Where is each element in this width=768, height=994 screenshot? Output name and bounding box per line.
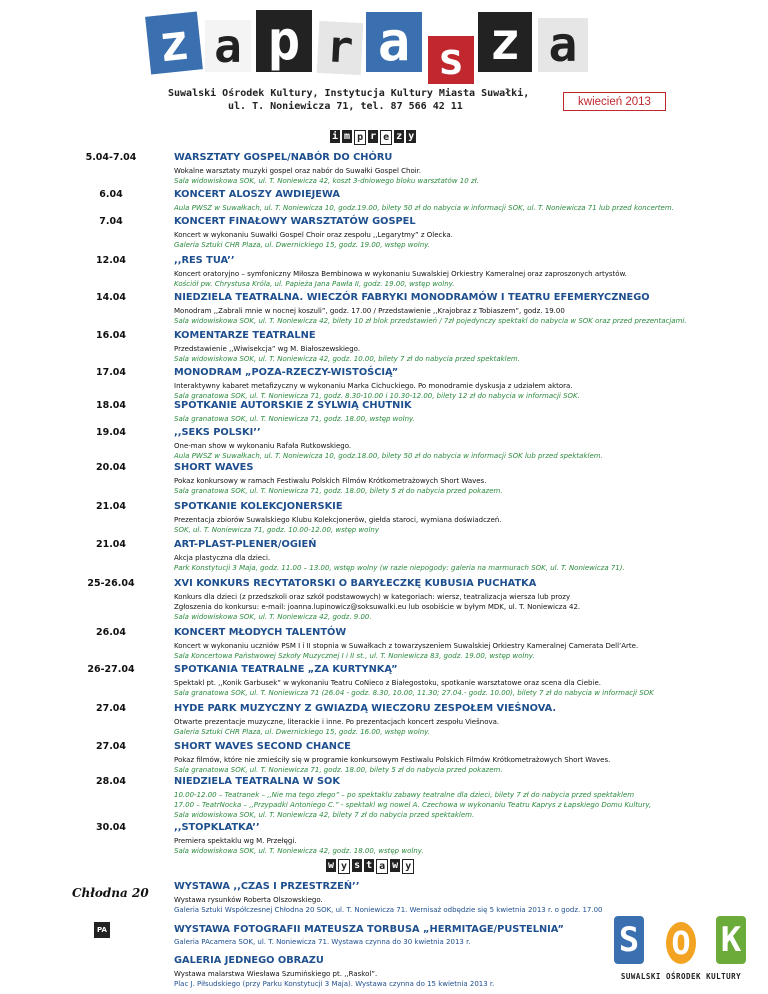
banner-letter: y: [338, 859, 350, 874]
exhibition-description: Wystawa malarstwa Wiesława Szumińskiego pt. ,,Raskol”.: [174, 970, 378, 978]
event-location: Kościół pw. Chrystusa Króla, ul. Papieża Jana Pawła II, godz. 19.00, wstęp wolny.: [174, 280, 455, 288]
exhibition-location: Plac J. Piłsudskiego (przy Parku Konstytucji 3 Maja). Wystawa czynna do 15 kwietnia 2013 r.: [174, 980, 495, 988]
event-title: ART-PLAST-PLENER/OGIEŃ: [174, 539, 317, 550]
pacamera-logo: [94, 922, 110, 938]
event-date: 27.04: [95, 741, 127, 752]
event-location: Sala granatowa SOK, ul. T. Noniewicza 71, godz. 8.30-10.00 i 10.30-12.00, bilety 12 zł do nabycia w informacji SOK.: [174, 392, 580, 400]
banner-letter: t: [366, 860, 373, 871]
event-title: SPOTKANIE AUTORSKIE Z SYLWIĄ CHUTNIK: [174, 400, 412, 411]
event-date: 16.04: [95, 330, 127, 341]
address-line-1: Suwalski Ośrodek Kultury, Instytucja Kultury Miasta Suwałki,: [168, 88, 530, 99]
banner-letter: i: [332, 131, 339, 142]
banner-letter: e: [380, 130, 392, 145]
event-description: Wokalne warsztaty muzyki gospel oraz nabór do Suwałki Gospel Choir.: [174, 167, 422, 175]
event-location: Sala widowiskowa SOK, ul. T. Noniewicza 42, godz. 18.00, wstęp wolny.: [174, 847, 424, 855]
event-description: Akcja plastyczna dla dzieci.: [174, 554, 271, 562]
title-letter-a3: a: [538, 18, 588, 72]
section-banner-events: [330, 130, 416, 145]
event-description: Konkurs dla dzieci (z przedszkoli oraz szkół podstawowych) w kategoriach: wiersz, teatralizacja wiersza lub prozy: [174, 593, 571, 601]
event-description: Koncert w wykonaniu Suwałki Gospel Choir oraz zespołu ,,Legarytmy” z Olecka.: [174, 231, 453, 239]
event-date: 30.04: [95, 822, 127, 833]
event-location: Sala Koncertowa Państwowej Szkoły Muzycznej I i II st., ul. T. Noniewicza 83, godz. 19.00, wstęp wolny.: [174, 652, 535, 660]
event-title: KOMENTARZE TEATRALNE: [174, 330, 316, 341]
event-title: KONCERT FINAŁOWY WARSZTATÓW GOSPEL: [174, 216, 416, 227]
event-date: 19.04: [95, 427, 127, 438]
event-description: Otwarte prezentacje muzyczne, literackie i inne. Po prezentacjach koncert zespołu Viešnova.: [174, 718, 500, 726]
event-title: SPOTKANIE KOLEKCJONERSKIE: [174, 501, 343, 512]
event-date: 26-27.04: [87, 664, 135, 675]
event-location: SOK, ul. T. Noniewicza 71, godz. 10.00-12.00, wstęp wolny: [174, 526, 379, 534]
event-location: Aula PWSZ w Suwałkach, ul. T. Noniewicza 10, godz.18.00, bilety 50 zł do nabycia w informacji SOK lub przed spektaklem.: [174, 452, 603, 460]
event-title: KONCERT ALOSZY AWDIEJEWA: [174, 189, 340, 200]
event-title: KONCERT MŁODYCH TALENTÓW: [174, 627, 347, 638]
event-location: Sala widowiskowa SOK, ul. T. Noniewicza 42, bilety 7 zł do nabycia przed spektaklem.: [174, 811, 475, 819]
event-date: 26.04: [95, 627, 127, 638]
title-letter-a1: a: [205, 20, 251, 72]
event-title: SHORT WAVES SECOND CHANCE: [174, 741, 351, 752]
event-registration: Zgłoszenia do konkursu: e-mail: joanna.lupinowicz@soksuwalki.eu lub osobiście w byłym MDK, ul. T. Noniewicza 42.: [174, 603, 581, 611]
event-title: NIEDZIELA TEATRALNA. WIECZÓR FABRYKI MONODRAMÓW I TEATRU EFEMERYCZNEGO: [174, 292, 650, 303]
banner-letter: y: [402, 859, 414, 874]
event-location: Sala granatowa SOK, ul. T. Noniewicza 71, godz. 18.00, bilety 5 zł do nabycia przed pokazem.: [174, 487, 503, 495]
event-date: 25-26.04: [87, 578, 135, 589]
event-description: Spektakl pt. ,,Konik Garbusek” w wykonaniu Teatru CoNieco z Białegostoku, spotkanie warsztatowe oraz scena dla Ciebie.: [174, 679, 601, 687]
sok-letter-k: K: [716, 916, 746, 964]
event-location: Sala widowiskowa SOK, ul. T. Noniewicza 42, bilety 10 zł blok przedstawień / 7zł pojedynczy spektakl do nabycia w SOK oraz przed prezentacjami.: [174, 317, 687, 325]
exhibition-location: Galeria PAcamera SOK, ul. T. Noniewicza 71. Wystawa czynna do 30 kwietnia 2013 r.: [174, 938, 471, 946]
banner-letter: s: [354, 860, 361, 871]
event-location: Galeria Sztuki CHR Plaza, ul. Dwernickiego 15, godz. 19.00, wstęp wolny.: [174, 241, 430, 249]
event-date: 14.04: [95, 292, 127, 303]
title-letter-z1: z: [145, 11, 203, 74]
sok-letter-s: S: [614, 916, 644, 964]
event-title: SHORT WAVES: [174, 462, 254, 473]
month-badge: kwiecień 2013: [563, 92, 666, 111]
exhibition-title: GALERIA JEDNEGO OBRAZU: [174, 955, 324, 966]
event-description: Koncert oratoryjno – symfoniczny Miłosza Bembinowa w wykonaniu Suwalskiej Orkiestry Kameralnej oraz zaproszonych artystów.: [174, 270, 627, 278]
banner-letter: p: [354, 130, 366, 145]
event-date: 21.04: [95, 501, 127, 512]
exhibition-title: WYSTAWA ,,CZAS I PRZESTRZEŃ’’: [174, 881, 360, 892]
exhibition-location: Galeria Sztuki Współczesnej Chłodna 20 SOK, ul. T. Noniewicza 71. Wernisaż odbędzie się 5 kwietnia 2013 r. o godz. 17.00: [174, 906, 603, 914]
chlodna-logo: Chłodna 20: [72, 886, 149, 900]
event-date: 28.04: [95, 776, 127, 787]
banner-letter: m: [344, 131, 351, 142]
event-description: Monodram ,,Zabrali mnie w nocnej koszuli”, godz. 17.00 / Przedstawienie ,,Krajobraz z Tobiaszem”, godz. 19.00: [174, 307, 565, 315]
sok-caption: SUWALSKI OŚRODEK KULTURY: [620, 972, 742, 981]
pacamera-logo-text: PA: [97, 926, 107, 934]
title-letter-r: r: [317, 21, 364, 75]
event-location: Park Konstytucji 3 Maja, godz. 11.00 – 13.00, wstęp wolny (w razie niepogody: galeria na marmurach SOK, ul. T. Noniewicza 71).: [174, 564, 625, 572]
event-title: HYDE PARK MUZYCZNY Z GWIAZDĄ WIECZORU ZESPOŁEM VIEŚNOVA.: [174, 703, 557, 714]
section-banner-exhibitions: [326, 859, 414, 874]
event-date: 5.04-7.04: [85, 152, 137, 163]
event-description: Interaktywny kabaret metafizyczny w wykonaniu Marka Cichuckiego. Po monodramie dyskusja z udziałem aktora.: [174, 382, 573, 390]
event-title: MONODRAM „POZA-RZECZY-WISTOŚCIĄ”: [174, 367, 399, 378]
event-date: 17.04: [95, 367, 127, 378]
title-letter-s: s: [428, 36, 474, 84]
event-title: ,,STOPKLATKA’’: [174, 822, 260, 833]
event-description: Koncert w wykonaniu uczniów PSM I i II stopnia w Suwałkach z towarzyszeniem Suwalskiej Orkiestry Kameralnej Camerata Dell’Arte.: [174, 642, 639, 650]
event-location: Galeria Sztuki CHR Plaza, ul. Dwernickiego 15, godz. 16.00, wstęp wolny.: [174, 728, 430, 736]
banner-letter: r: [370, 131, 377, 142]
event-date: 21.04: [95, 539, 127, 550]
event-description: Prezentacja zbiorów Suwalskiego Klubu Kolekcjonerów, giełda staroci, wymiana doświadczeń.: [174, 516, 502, 524]
banner-letter: z: [396, 131, 403, 142]
title-letter-a2: a: [366, 12, 422, 72]
event-schedule-2: 17.00 – TeatrNocka – ,,Przypadki Antoniego C.” - spektakl wg nowel A. Czechowa w wykonaniu Teatru Kaprys z Łapskiego Domu Kultury,: [174, 801, 652, 809]
event-location: Sala granatowa SOK, ul. T. Noniewicza 71 (26.04 - godz. 8.30, 10.00, 11.30; 27.04.- godz. 10.00), bilety 7 zł do nabycia w informacji SOK: [174, 689, 654, 697]
event-description: One-man show w wykonaniu Rafała Rutkowskiego.: [174, 442, 352, 450]
address-line-2: ul. T. Noniewicza 71, tel. 87 566 42 11: [228, 101, 463, 112]
event-location: Sala widowiskowa SOK, ul. T. Noniewicza 42, godz. 10.00, bilety 7 zł do nabycia przed spektaklem.: [174, 355, 520, 363]
event-date: 27.04: [95, 703, 127, 714]
sok-letter-o: O: [666, 922, 696, 964]
event-title: WARSZTATY GOSPEL/NABÓR DO CHÓRU: [174, 152, 393, 163]
title-letter-p: p: [256, 10, 312, 72]
event-date: 6.04: [99, 189, 123, 200]
event-location: Sala granatowa SOK, ul. T. Noniewicza 71, godz. 18.00, wstęp wolny.: [174, 415, 415, 423]
exhibition-title: WYSTAWA FOTOGRAFII MATEUSZA TORBUSA „HERMITAGE/PUSTELNIA”: [174, 924, 564, 935]
banner-letter: w: [392, 860, 399, 871]
event-location: Sala widowiskowa SOK, ul. T. Noniewicza 42, koszt 3-dniowego bloku warsztatów 10 zł.: [174, 177, 479, 185]
event-title: NIEDZIELA TEATRALNA W SOK: [174, 776, 340, 787]
event-location: Aula PWSZ w Suwałkach, ul. T. Noniewicza 10, godz.19.00, bilety 50 zł do nabycia w informacji SOK, ul. T. Noniewicza 71 lub przed koncertem.: [174, 204, 674, 212]
event-date: 7.04: [99, 216, 123, 227]
event-location: Sala granatowa SOK, ul. T. Noniewicza 71, godz. 18.00, bilety 5 zł do nabycia przed pokazem.: [174, 766, 503, 774]
event-schedule-1: 10.00-12.00 – Teatranek – ,,Nie ma tego złego” – po spektaklu zabawy teatralne dla dzieci, bilety 7 zł do nabycia przed spektaklem: [174, 791, 635, 799]
title-letter-z2: z: [478, 12, 532, 72]
sok-logo: [608, 916, 754, 988]
header: [0, 0, 768, 125]
event-description: Premiera spektaklu wg M. Przełęgi.: [174, 837, 297, 845]
event-date: 18.04: [95, 400, 127, 411]
exhibition-description: Wystawa rysunków Roberta Olszowskiego.: [174, 896, 323, 904]
banner-letter: w: [328, 860, 335, 871]
event-description: Przedstawienie ,,Wiwisekcja” wg M. Białoszewskiego.: [174, 345, 361, 353]
event-location: Sala widowiskowa SOK, ul. T. Noniewicza 42, godz. 9.00.: [174, 613, 372, 621]
event-date: 12.04: [95, 255, 127, 266]
banner-letter: a: [376, 859, 388, 874]
event-description: Pokaz filmów, które nie zmieściły się w programie konkursowym Festiwalu Polskich Filmów Krótkometrażowych Short Waves.: [174, 756, 611, 764]
banner-letter: y: [408, 131, 415, 142]
event-title: XVI KONKURS RECYTATORSKI O BARYŁECZKĘ KUBUSIA PUCHATKA: [174, 578, 537, 589]
event-description: Pokaz konkursowy w ramach Festiwalu Polskich Filmów Krótkometrażowych Short Waves.: [174, 477, 487, 485]
event-title: ,,RES TUA’’: [174, 255, 235, 266]
event-date: 20.04: [95, 462, 127, 473]
event-title: SPOTKANIA TEATRALNE „ZA KURTYNKĄ”: [174, 664, 398, 675]
event-title: ,,SEKS POLSKI’’: [174, 427, 261, 438]
